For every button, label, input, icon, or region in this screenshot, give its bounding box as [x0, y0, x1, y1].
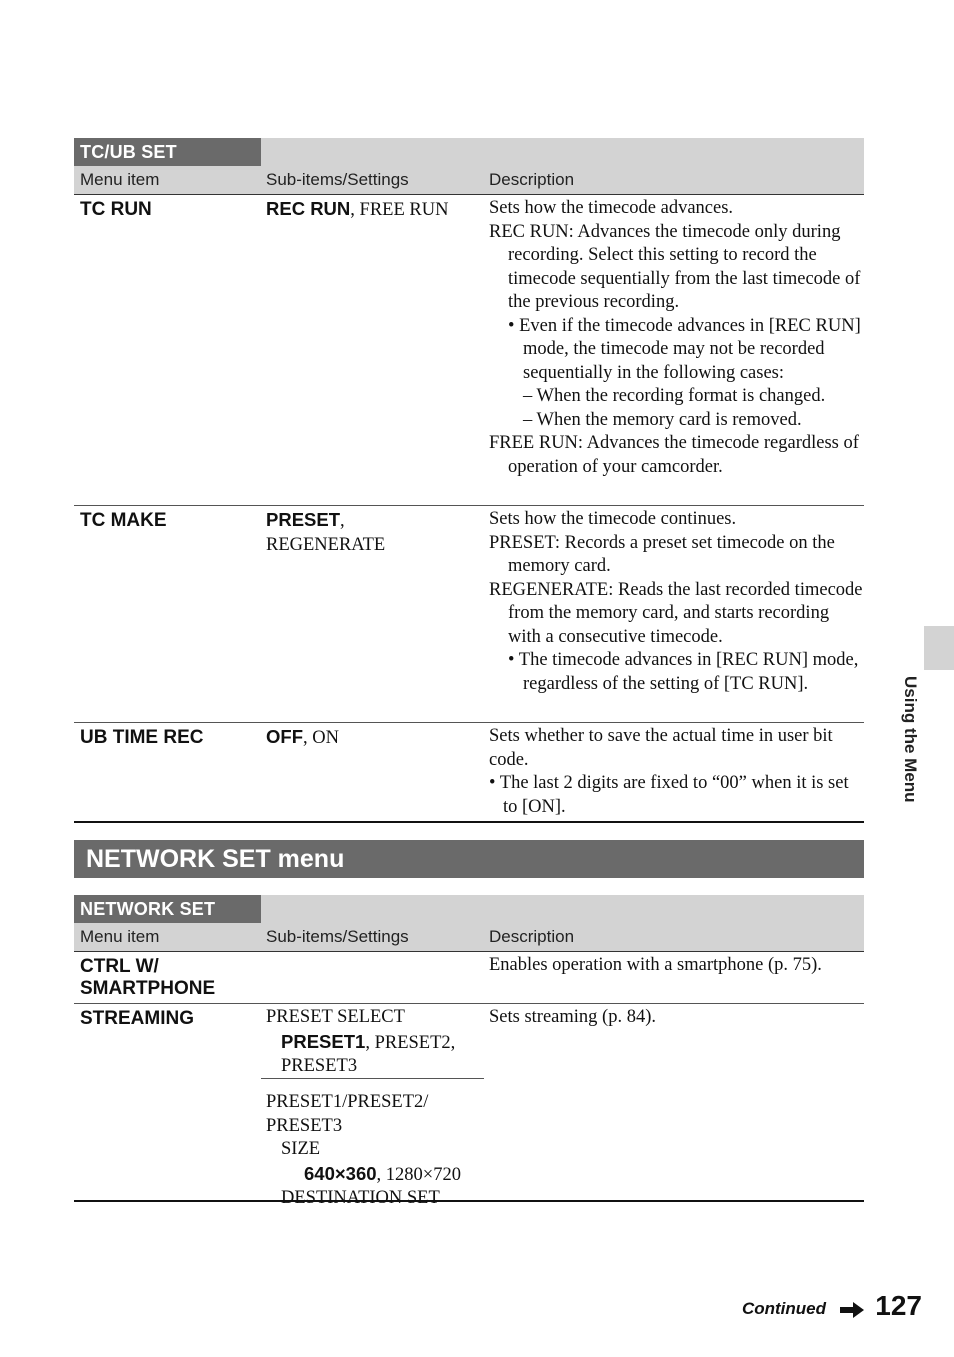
col-menu-item: Menu item — [80, 927, 160, 946]
arrow-right-icon — [840, 1302, 864, 1318]
tc-make-default: PRESET — [266, 509, 341, 530]
preset-options — [266, 1030, 484, 1056]
tc-make-description — [489, 508, 864, 696]
tc-make-settings — [266, 508, 476, 557]
ctrl-description: Enables operation with a smartphone (p. 75). — [489, 955, 822, 975]
page-number: 127 — [875, 1290, 922, 1321]
tc-make-option: REGENERATE — [266, 534, 386, 555]
preset-default: PRESET1 — [281, 1030, 366, 1052]
col-description: Description — [489, 170, 575, 189]
desc-line: PRESET: Records a preset set timecode on the memory card. — [489, 532, 835, 576]
network-section-title: NETWORK SET menu — [74, 840, 864, 878]
network-table — [74, 895, 864, 1208]
side-label — [898, 676, 922, 816]
desc-line: – When the memory card is removed. — [523, 409, 802, 430]
sub-divider — [261, 1078, 484, 1079]
tcub-table — [74, 138, 864, 823]
table-row-streaming — [74, 1004, 864, 1208]
menu-item-streaming: STREAMING — [80, 1008, 194, 1029]
ub-time-default: OFF — [266, 726, 303, 747]
streaming-description: Sets streaming (p. 84). — [489, 1007, 656, 1027]
table-row-ub-time-rec — [74, 723, 864, 823]
side-tab-marker — [924, 626, 954, 670]
size-others: , 1280×720 — [376, 1164, 461, 1185]
col-description: Description — [489, 927, 575, 946]
col-sub-items: Sub-items/Settings — [266, 927, 409, 946]
table-row-tc-make — [74, 506, 864, 723]
table-row-tc-run — [74, 195, 864, 506]
menu-item-ub-time-rec: UB TIME REC — [80, 727, 204, 748]
streaming-preset-settings — [266, 1091, 481, 1211]
continued-label: Continued — [741, 1299, 826, 1318]
size-default: 640×360 — [304, 1162, 377, 1184]
size-options — [266, 1162, 481, 1188]
desc-note: • The timecode advances in [REC RUN] mode, regardless of the setting of [TC RUN]. — [508, 650, 859, 694]
desc-line: REGENERATE: Reads the last recorded timecode from the memory card, and starts recording with a consecutive timecode. — [489, 579, 863, 647]
desc-note: • The last 2 digits are fixed to “00” when it is set to [ON]. — [489, 773, 849, 817]
tcub-tag: TC/UB SET — [74, 138, 261, 166]
col-sub-items: Sub-items/Settings — [266, 170, 409, 189]
menu-item-tc-run: TC RUN — [80, 199, 152, 220]
desc-line: Sets whether to save the actual time in user bit code. — [489, 726, 833, 770]
tcub-header — [74, 138, 864, 195]
tc-run-options: , FREE RUN — [350, 200, 449, 220]
tc-run-settings — [266, 197, 476, 223]
tc-run-description — [489, 197, 864, 479]
preset-option: PRESET3 — [281, 1056, 358, 1076]
desc-line: Sets how the timecode continues. — [489, 509, 737, 529]
table-row-ctrl-smartphone — [74, 952, 864, 1004]
tc-make-comma: , — [340, 511, 345, 531]
preset-others: , PRESET2, — [365, 1032, 456, 1053]
streaming-settings — [266, 1006, 484, 1079]
sub-item-preset-select: PRESET SELECT — [266, 1007, 405, 1027]
desc-line: FREE RUN: Advances the timecode regardless of operation of your camcorder. — [489, 433, 859, 477]
sub-item-size: SIZE — [281, 1139, 321, 1159]
network-tag: NETWORK SET — [74, 895, 261, 923]
sub-item-preset-group: PRESET1/PRESET2/ PRESET3 — [266, 1092, 429, 1136]
menu-item-tc-make: TC MAKE — [80, 510, 167, 531]
ub-time-description — [489, 725, 864, 819]
col-menu-item: Menu item — [80, 170, 160, 189]
tc-run-default: REC RUN — [266, 198, 351, 219]
side-label-text: Using the Menu — [901, 676, 920, 803]
ub-time-settings — [266, 725, 476, 751]
desc-note: • Even if the timecode advances in [REC RUN] mode, the timecode may not be recorded sequentially in the following cases: — [508, 315, 861, 383]
desc-line: REC RUN: Advances the timecode only during recording. Select this setting to record the timecode sequentially from the last timecode of the previous recording. — [489, 221, 861, 312]
ub-time-options: , ON — [303, 728, 339, 748]
desc-line: Sets how the timecode advances. — [489, 198, 734, 218]
sub-item-destination: DESTINATION SET — [281, 1188, 440, 1208]
menu-item-ctrl-smartphone: CTRL W/ SMARTPHONE — [80, 956, 216, 999]
desc-line: – When the recording format is changed. — [523, 386, 826, 406]
network-header — [74, 895, 864, 952]
